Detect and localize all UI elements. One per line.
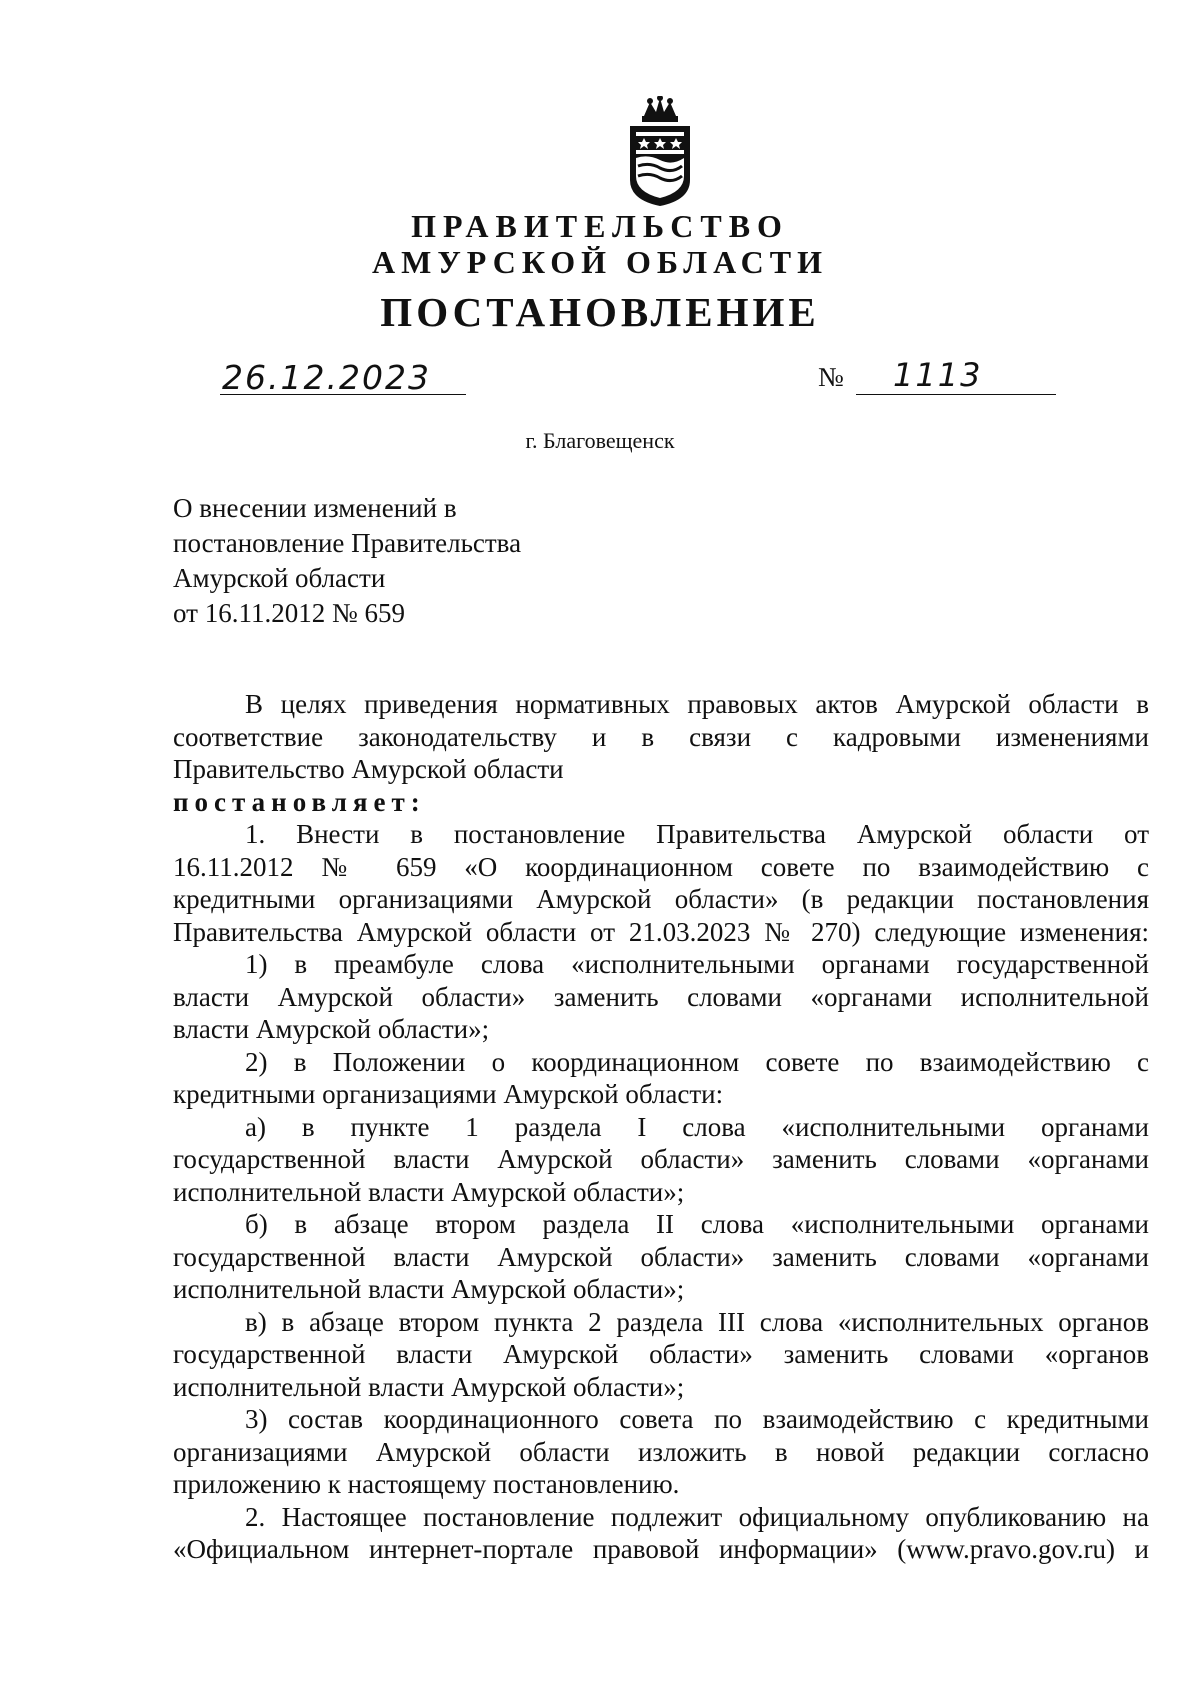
body-line: в) в абзаце втором пункта 2 раздела III слова «исполнительных органов — [245, 1306, 1149, 1337]
document-date: 26.12.2023 — [222, 358, 431, 397]
body-line: 3) состав координационного совета по взаимодействию с кредитными — [245, 1404, 1149, 1434]
body-line: государственной власти Амурской области» заменить словами «органами — [173, 1241, 1149, 1272]
decree-word: постановляет: — [173, 786, 426, 817]
body-line: исполнительной власти Амурской области»; — [173, 1371, 685, 1402]
body-line: а) в пункте 1 раздела I слова «исполнительными органами — [245, 1111, 1149, 1142]
document-body — [173, 688, 1149, 1566]
body-line: соответствие законодательству и в связи с кадровыми изменениями — [173, 721, 1149, 752]
body-line: власти Амурской области»; — [173, 1014, 490, 1044]
body-line: Правительство Амурской области — [173, 754, 564, 784]
body-line: власти Амурской области» заменить словами «органами исполнительной — [173, 981, 1149, 1012]
body-line: приложению к настоящему постановлению. — [173, 1469, 680, 1499]
document-number: 1113 — [893, 356, 983, 394]
body-line: 2. Настоящее постановление подлежит официальному опубликованию на — [245, 1501, 1149, 1532]
subject-line: постановление Правительства — [173, 528, 522, 558]
subject-line: Амурской области — [173, 563, 386, 593]
body-line: В целях приведения нормативных правовых актов Амурской области в — [245, 689, 1149, 719]
city-line: г. Благовещенск — [525, 428, 675, 453]
government-title: ПРАВИТЕЛЬСТВО — [411, 208, 789, 244]
document-subject — [173, 491, 521, 631]
document-type-title: ПОСТАНОВЛЕНИЕ — [380, 289, 820, 335]
body-line: 16.11.2012 № 659 «О координационном совете по взаимодействию с — [173, 851, 1149, 882]
body-line: Правительства Амурской области от 21.03.2023 № 270) следующие изменения: — [173, 916, 1149, 947]
subject-line: О внесении изменений в — [173, 493, 457, 523]
body-line: кредитными организациями Амурской области: — [173, 1079, 724, 1109]
body-line: государственной власти Амурской области» заменить словами «органами — [173, 1144, 1149, 1174]
body-line: государственной власти Амурской области» заменить словами «органов — [173, 1339, 1149, 1369]
coat-of-arms-icon — [614, 96, 706, 208]
body-line: 2) в Положении о координационном совете по взаимодействию с — [245, 1046, 1149, 1077]
body-line: «Официальном интернет-портале правовой информации» (www.pravo.gov.ru) и — [173, 1534, 1149, 1564]
body-line: исполнительной власти Амурской области»; — [173, 1274, 685, 1304]
body-line: кредитными организациями Амурской области» (в редакции постановления — [173, 884, 1149, 914]
date-underline — [220, 394, 466, 395]
subject-line: от 16.11.2012 № 659 — [173, 598, 405, 628]
number-label: № — [818, 362, 844, 392]
number-underline — [856, 394, 1056, 395]
body-line: исполнительной власти Амурской области»; — [173, 1176, 685, 1207]
body-line: 1. Внести в постановление Правительства Амурской области от — [245, 819, 1149, 849]
region-title: АМУРСКОЙ ОБЛАСТИ — [372, 244, 828, 280]
body-line: б) в абзаце втором раздела II слова «исполнительными органами — [245, 1209, 1149, 1239]
body-line: организациями Амурской области изложить в новой редакции согласно — [173, 1436, 1149, 1467]
body-line: 1) в преамбуле слова «исполнительными органами государственной — [245, 949, 1149, 979]
